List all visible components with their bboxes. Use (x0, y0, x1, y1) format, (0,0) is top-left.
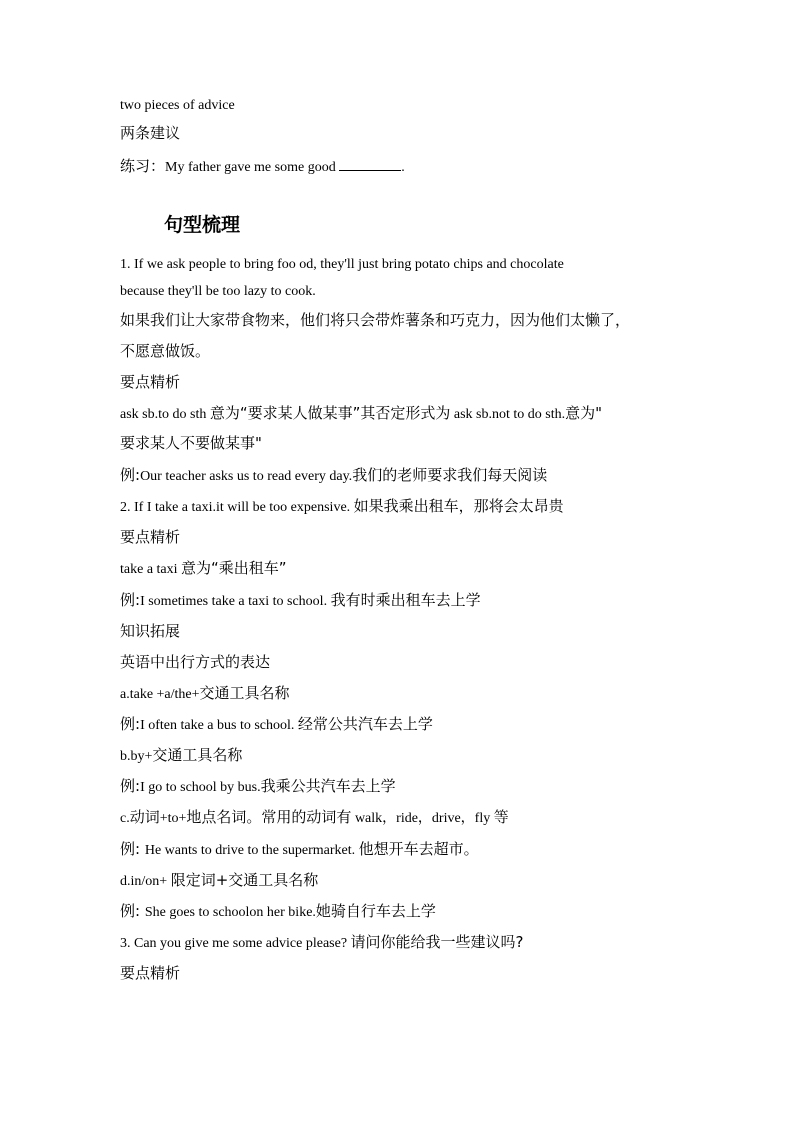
item-a-cn: 交通工具名称 (199, 684, 290, 702)
s1-en-line1: 1. If we ask people to bring foo od, they'll just bring potato chips and chocolate (120, 257, 564, 272)
item-c-en1: c. (120, 811, 130, 826)
s3-sentence (120, 935, 524, 951)
item-d (120, 873, 318, 889)
item-d-ex-cn: 她骑自行车去上学 (315, 902, 436, 920)
s2-example (120, 593, 481, 609)
exercise-label: 练习： (120, 157, 166, 175)
item-c-en2: +to+ (159, 811, 187, 826)
item-d-ex-en: She goes to schoolon her bike. (144, 905, 316, 920)
s3-cn: 请问你能给我一些建议吗? (350, 933, 524, 951)
item-b-cn: 交通工具名称 (152, 746, 243, 764)
item-c-ex-cn: 他想开车去超市。 (358, 840, 479, 858)
item-b (120, 748, 242, 764)
s2-key-label: 要点精析 (120, 528, 181, 546)
s1-note-d: 意为" (565, 404, 603, 422)
s2-sentence (120, 499, 564, 515)
s2-en: 2. If I take a taxi.it will be too expensive. (120, 500, 354, 515)
s2-ext-title: 英语中出行方式的表达 (120, 653, 271, 671)
item-b-ex-prefix: 例: (120, 777, 141, 795)
s2-example-cn: 我有时乘出租车去上学 (330, 591, 481, 609)
s3-key-label: 要点精析 (120, 964, 181, 982)
s1-note-line2: 要求某人不要做某事" (120, 434, 262, 452)
item-c-example (120, 842, 479, 858)
item-b-en: b.by+ (120, 749, 153, 764)
s2-example-prefix: 例: (120, 591, 141, 609)
item-c-cn1: 动词 (129, 808, 160, 826)
item-b-ex-en: I go to school by bus. (140, 780, 261, 795)
phrase-cn: 两条建议 (120, 124, 181, 142)
item-c-ex-prefix: 例: (120, 840, 145, 858)
s1-example-cn: 我们的老师要求我们每天阅读 (352, 466, 548, 484)
item-d-en: d.in/on+ (120, 874, 171, 889)
s1-cn-line2: 不愿意做饭。 (120, 342, 211, 360)
s2-example-en: I sometimes take a taxi to school. (140, 594, 331, 609)
item-c-en3: walk，ride，drive，fly (351, 811, 494, 826)
s1-note-b: 意为“要求某人做某事”其否定形式为 (209, 404, 451, 422)
s2-note-en: take a taxi (120, 562, 182, 577)
exercise-text: My father gave me some good (165, 160, 336, 175)
s1-cn-line1: 如果我们让大家带食物来，他们将只会带炸薯条和巧克力，因为他们太懒了， (120, 311, 631, 329)
item-c-ex-en: He wants to drive to the supermarket. (144, 843, 359, 858)
s1-key-label: 要点精析 (120, 373, 181, 391)
s2-cn: 如果我乘出租车，那将会太昂贵 (353, 497, 564, 515)
s1-en-line2: because they'll be too lazy to cook. (120, 284, 316, 299)
item-a-ex-cn: 经常公共汽车去上学 (297, 715, 433, 733)
s1-example-en: Our teacher asks us to read every day. (140, 469, 353, 484)
item-a-example (120, 717, 433, 733)
item-b-example (120, 779, 396, 795)
item-c (120, 810, 509, 826)
section-heading: 句型梳理 (164, 214, 241, 236)
s1-note-c: ask sb.not to do sth. (450, 407, 566, 422)
s2-note-cn: 意为“乘出租车” (181, 559, 287, 577)
item-b-ex-cn: 我乘公共汽车去上学 (260, 777, 396, 795)
item-d-example (120, 904, 436, 920)
item-a-ex-en: I often take a bus to school. (140, 718, 298, 733)
item-d-ex-prefix: 例: (120, 902, 145, 920)
s2-note (120, 561, 287, 577)
item-a-en: a.take +a/the+ (120, 687, 200, 702)
s1-example-prefix: 例: (120, 466, 141, 484)
exercise-end: . (401, 160, 405, 175)
phrase-en: two pieces of advice (120, 98, 235, 113)
s3-en: 3. Can you give me some advice please? (120, 936, 351, 951)
s2-ext-label: 知识拓展 (120, 622, 181, 640)
exercise-line (120, 158, 405, 175)
item-c-cn2: 地点名词。常用的动词有 (186, 808, 352, 826)
answer-blank (339, 158, 401, 171)
s1-example (120, 468, 547, 484)
item-a-ex-prefix: 例: (120, 715, 141, 733)
item-a (120, 686, 290, 702)
item-d-cn: 限定词+交通工具名称 (170, 871, 319, 889)
s1-note-a: ask sb.to do sth (120, 407, 210, 422)
s1-note-line1 (120, 406, 602, 422)
item-c-cn3: 等 (493, 808, 509, 826)
